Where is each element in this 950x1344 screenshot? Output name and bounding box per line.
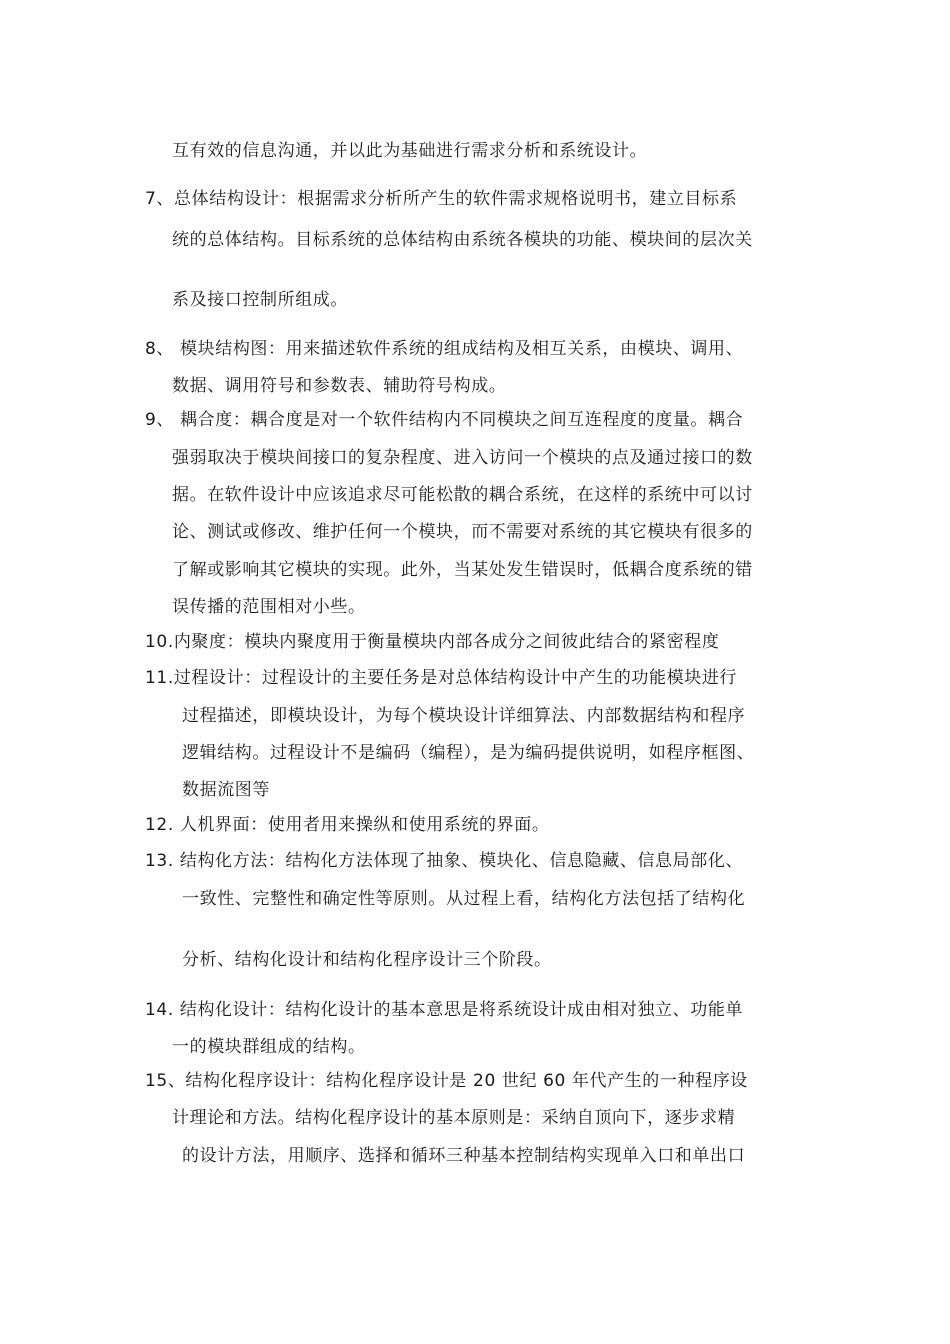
text-line-17: 数据流图等 xyxy=(182,780,270,800)
text-line-3: 统的总体结构。目标系统的总体结构由系统各模块的功能、模块间的层次关 xyxy=(172,230,753,250)
text-line-12: 误传播的范围相对小些。 xyxy=(172,597,366,617)
text-line-20: 一致性、完整性和确定性等原则。从过程上看，结构化方法包括了结构化 xyxy=(182,889,746,909)
text-line-16: 逻辑结构。过程设计不是编码（编程），是为编码提供说明，如程序框图、 xyxy=(182,743,755,763)
text-line-10: 论、测试或修改、维护任何一个模块，而不需要对系统的其它模块有很多的 xyxy=(172,522,753,542)
text-line-5: 8、 模块结构图：用来描述软件系统的组成结构及相互关系，由模块、调用、 xyxy=(145,339,744,359)
text-line-19: 13. 结构化方法：结构化方法体现了抽象、模块化、信息隐藏、信息局部化、 xyxy=(145,851,744,871)
text-line-26: 的设计方法，用顺序、选择和循环三种基本控制结构实现单入口和单出口 xyxy=(182,1146,746,1166)
text-line-2: 7、总体结构设计：根据需求分析所产生的软件需求规格说明书，建立目标系 xyxy=(145,189,738,209)
text-line-8: 强弱取决于模块间接口的复杂程度、进入访问一个模块的点及通过接口的数 xyxy=(172,448,753,468)
text-line-6: 数据、调用符号和参数表、辅助符号构成。 xyxy=(172,376,507,396)
text-line-1: 互有效的信息沟通，并以此为基础进行需求分析和系统设计。 xyxy=(172,141,648,161)
text-line-18: 12. 人机界面：使用者用来操纵和使用系统的界面。 xyxy=(145,815,550,835)
text-line-13: 10.内聚度：模块内聚度用于衡量模块内部各成分之间彼此结合的紧密程度 xyxy=(145,632,720,652)
text-line-9: 据。在软件设计中应该追求尽可能松散的耦合系统，在这样的系统中可以讨 xyxy=(172,485,753,505)
text-line-4: 系及接口控制所组成。 xyxy=(172,290,348,310)
text-line-23: 一的模块群组成的结构。 xyxy=(172,1037,366,1057)
text-line-25: 计理论和方法。结构化程序设计的基本原则是：采纳自顶向下，逐步求精 xyxy=(172,1108,736,1128)
text-line-21: 分析、结构化设计和结构化程序设计三个阶段。 xyxy=(182,950,552,970)
text-line-14: 11.过程设计：过程设计的主要任务是对总体结构设计中产生的功能模块进行 xyxy=(145,668,738,688)
text-line-7: 9、 耦合度：耦合度是对一个软件结构内不同模块之间互连程度的度量。耦合 xyxy=(145,410,744,430)
text-line-11: 了解或影响其它模块的实现。此外，当某处发生错误时，低耦合度系统的错 xyxy=(172,560,753,580)
text-line-15: 过程描述，即模块设计，为每个模块设计详细算法、内部数据结构和程序 xyxy=(182,706,746,726)
text-line-22: 14. 结构化设计：结构化设计的基本意思是将系统设计成由相对独立、功能单 xyxy=(145,1000,744,1020)
text-line-24: 15、结构化程序设计：结构化程序设计是 20 世纪 60 年代产生的一种程序设 xyxy=(145,1071,748,1091)
